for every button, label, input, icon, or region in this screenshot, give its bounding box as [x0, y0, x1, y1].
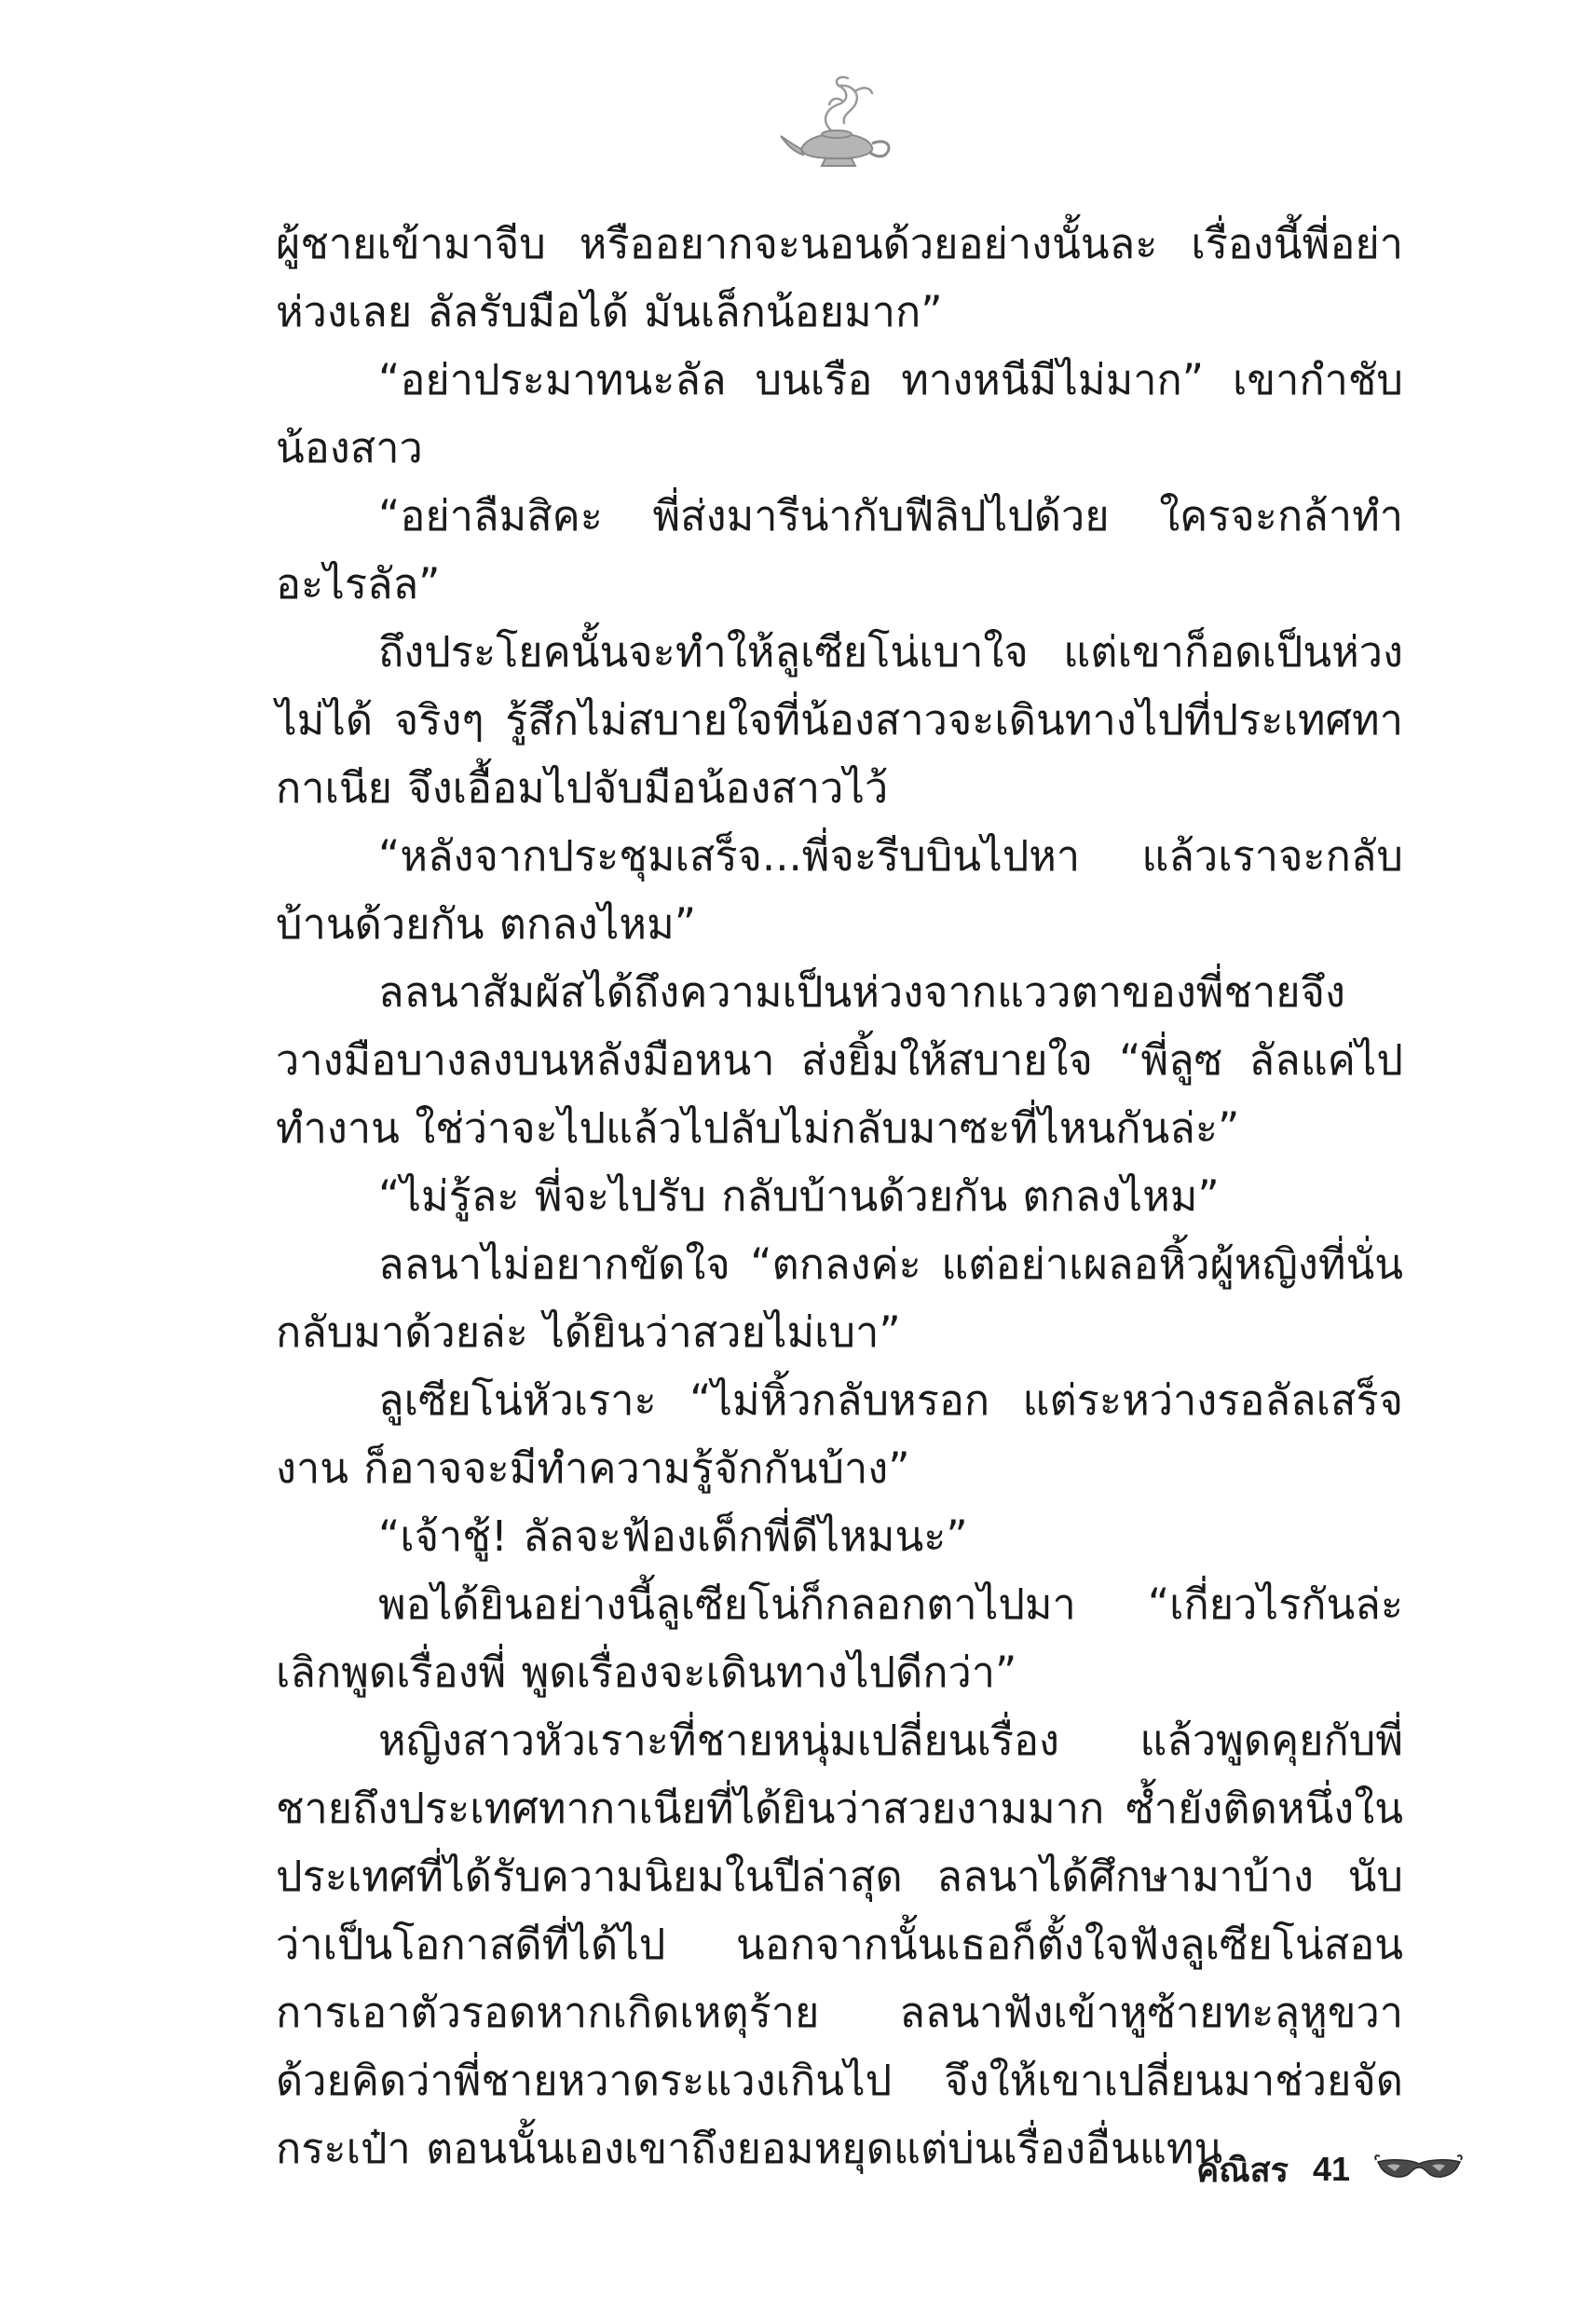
- body-text: [276, 210, 1403, 2182]
- author-name: คณิสร: [1196, 2151, 1289, 2190]
- paragraph: พอได้ยินอย่างนี้ลูเซียโน่ก็กลอกตาไปมา “เกี่ยวไรกันล่ะ เลิกพูดเรื่องพี่ พูดเรื่องจะเดินทางไปดีกว่า”: [276, 1579, 1403, 1697]
- paragraph: “ไม่รู้ละ พี่จะไปรับ กลับบ้านด้วยกัน ตกลงไหม”: [378, 1171, 1220, 1221]
- paragraph: “เจ้าชู้! ลัลจะฟ้องเด็กพี่ดีไหมนะ”: [378, 1511, 968, 1561]
- sunglasses-icon: [1374, 2151, 1463, 2188]
- paragraph: ลลนาสัมผัสได้ถึงความเป็นห่วงจากแววตาของพี่ชายจึงวางมือบางลงบนหลังมือหนา ส่งยิ้มให้สบายใจ “พี่ลูซ ลัลแค่ไปทำงาน ใช่ว่าจะไปแล้วไปลับไม่กลับมาซะที่ไหนกันล่ะ”: [276, 967, 1403, 1153]
- paragraph: “หลังจากประชุมเสร็จ...พี่จะรีบบินไปหา แล้วเราจะกลับบ้านด้วยกัน ตกลงไหม”: [276, 831, 1403, 949]
- paragraph: ลูเซียโน่หัวเราะ “ไม่หิ้วกลับหรอก แต่ระหว่างรอลัลเสร็จงาน ก็อาจจะมีทำความรู้จักกันบ้าง”: [276, 1375, 1403, 1493]
- paragraph: ถึงประโยคนั้นจะทำให้ลูเซียโน่เบาใจ แต่เขาก็อดเป็นห่วงไม่ได้ จริงๆ รู้สึกไม่สบายใจที่น้องสาวจะเดินทางไปที่ประเทศทากาเนีย จึงเอื้อมไปจับมือน้องสาวไว้: [276, 627, 1403, 813]
- paragraph: ผู้ชายเข้ามาจีบ หรืออยากจะนอนด้วยอย่างนั้นละ เรื่องนี้พี่อย่าห่วงเลย ลัลรับมือได้ มันเล็กน้อยมาก”: [276, 219, 1403, 336]
- page-footer: [1155, 2141, 1463, 2197]
- paragraph: “อย่าประมาทนะลัล บนเรือ ทางหนีมีไม่มาก” เขากำชับน้องสาว: [276, 355, 1403, 472]
- page-number: 41: [1312, 2150, 1350, 2188]
- paragraph: หญิงสาวหัวเราะที่ชายหนุ่มเปลี่ยนเรื่อง แล้วพูดคุยกับพี่ชายถึงประเทศทากาเนียที่ได้ยินว่าสวยงามมาก ซ้ำยังติดหนึ่งในประเทศที่ได้รับความนิยมในปีล่าสุด ลลนาได้ศึกษามาบ้าง นับว่าเป็นโอกาสดีที่ได้ไป นอกจากนั้นเธอก็ตั้งใจฟังลูเซียโน่สอนการเอาตัวรอดหากเกิดเหตุร้าย ลลนาฟังเข้าหูซ้ายทะลุหูขวาด้วยคิดว่าพี่ชายหวาดระแวงเกินไป จึงให้เขาเปลี่ยนมาช่วยจัดกระเป๋า ตอนนั้นเองเขาถึงยอมหยุดแต่บ่นเรื่องอื่นแทน: [276, 1716, 1403, 2173]
- paragraph: “อย่าลืมสิคะ พี่ส่งมารีน่ากับฟีลิปไปด้วย ใครจะกล้าทำอะไรลัล”: [276, 491, 1403, 609]
- genie-lamp-icon: [773, 73, 904, 175]
- paragraph: ลลนาไม่อยากขัดใจ “ตกลงค่ะ แต่อย่าเผลอหิ้วผู้หญิงที่นั่นกลับมาด้วยล่ะ ได้ยินว่าสวยไม่เบา”: [276, 1239, 1403, 1357]
